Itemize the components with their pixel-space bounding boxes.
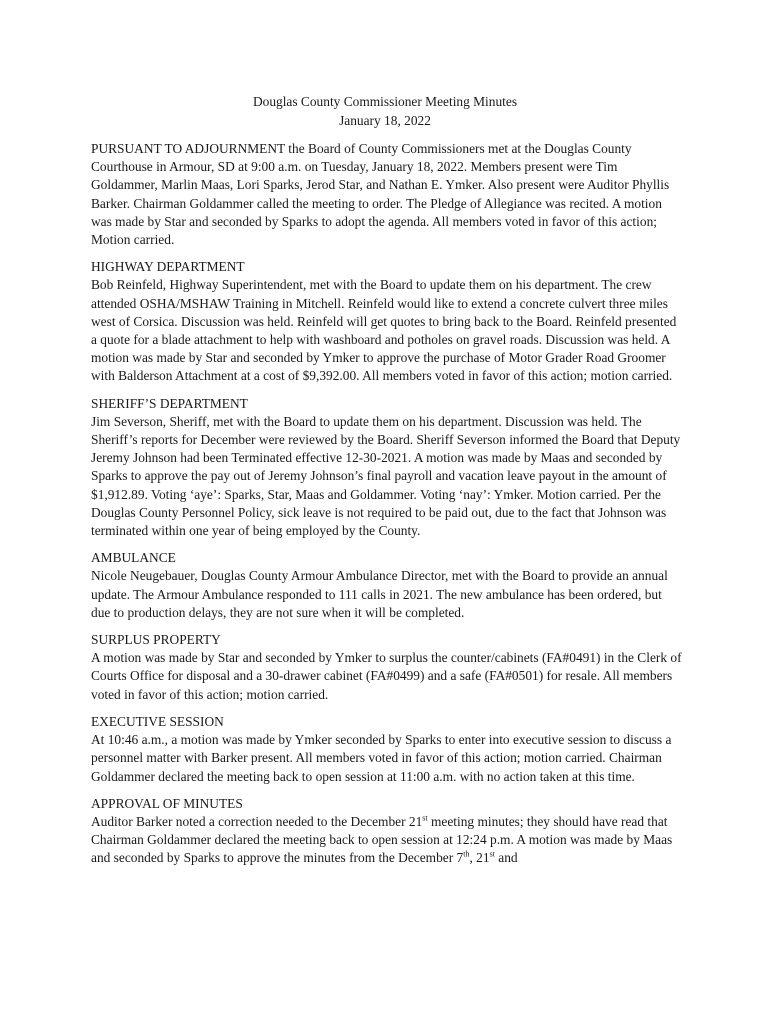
section-paragraph: Nicole Neugebauer, Douglas County Armour Ambulance Director, met with the Board to provide an annual update. The Armour Ambulance responded to 111 calls in 2021. The new ambulance has been ordered, but due to production delays, they are not sure when it will be completed.	[91, 568, 668, 620]
section-heading: HIGHWAY DEPARTMENT	[91, 259, 245, 275]
section-paragraph	[91, 813, 683, 868]
intro-paragraph: PURSUANT TO ADJOURNMENT the Board of County Commissioners met at the Douglas County Courthouse in Armour, SD at 9:00 a.m. on Tuesday, January 18, 2022. Members present were Tim Goldammer, Marlin Maas, Lori Sparks, Jerod Star, and Nathan E. Ymker. Also present were Auditor Phyllis Barker. Chairman Goldammer called the meeting to order. The Pledge of Allegiance was recited. A motion was made by Star and seconded by Sparks to adopt the agenda. All members voted in favor of this action; Motion carried.	[91, 141, 670, 248]
section-heading: SURPLUS PROPERTY	[91, 632, 221, 648]
section-surplus-property	[91, 631, 683, 704]
ordinal-suffix: st	[489, 849, 495, 859]
section-executive-session	[91, 713, 683, 786]
section-ambulance	[91, 549, 683, 622]
section-highway	[91, 258, 683, 385]
minutes-text-d: and	[494, 850, 518, 866]
section-paragraph: At 10:46 a.m., a motion was made by Ymker seconded by Sparks to enter into executive session to discuss a personnel matter with Barker present. All members voted in favor of this action; motion carried. Chairman Goldammer declared the meeting back to open session at 11:00 a.m. with no action taken at this time.	[91, 732, 672, 784]
section-heading: AMBULANCE	[91, 550, 176, 566]
section-heading: APPROVAL OF MINUTES	[91, 795, 243, 811]
document-title: Douglas County Commissioner Meeting Minutes	[252, 94, 518, 109]
minutes-text-c: , 21	[469, 850, 490, 866]
minutes-text-b: meeting minutes; they should have read that Chairman Goldammer declared the meeting back to open session at 12:24 p.m. A motion was made by Maas and seconded by Sparks to approve the minutes from the December 7	[91, 813, 673, 866]
section-heading: EXECUTIVE SESSION	[91, 713, 224, 729]
minutes-text-a: Auditor Barker noted a correction needed to the December 21	[91, 813, 423, 829]
document-body	[91, 140, 683, 877]
section-paragraph: Jim Severson, Sheriff, met with the Board to update them on his department. Discussion was held. The Sheriff’s reports for December were reviewed by the Board. Sheriff Severson informed the Board that Deputy Jeremy Johnson had been Terminated effective 12-30-2021. A motion was made by Maas and seconded by Sparks to approve the pay out of Jeremy Johnson’s final payroll and vacation leave payout in the amount of $1,912.89. Voting ‘aye’: Sparks, Star, Maas and Goldammer. Voting ‘nay’: Ymker. Motion carried. Per the Douglas County Personnel Policy, sick leave is not required to be paid out, due to the fact that Johnson was terminated within one year of being employed by the County.	[91, 413, 681, 539]
section-sheriff	[91, 395, 683, 541]
section-paragraph: A motion was made by Star and seconded by Ymker to surplus the counter/cabinets (FA#0491) in the Clerk of Courts Office for disposal and a 30-drawer cabinet (FA#0499) and a safe (FA#0501) for resale. All members voted in favor of this action; motion carried.	[91, 650, 682, 702]
ordinal-suffix: st	[422, 813, 428, 823]
section-approval-of-minutes	[91, 795, 683, 868]
section-heading: SHERIFF’S DEPARTMENT	[91, 395, 248, 411]
document-date: January 18, 2022	[339, 113, 431, 128]
intro-section	[91, 140, 683, 249]
section-paragraph: Bob Reinfeld, Highway Superintendent, met with the Board to update them on his department. The crew attended OSHA/MSHAW Training in Mitchell. Reinfeld would like to extend a concrete culvert three miles west of Corsica. Discussion was held. Reinfeld will get quotes to bring back to the Board. Reinfeld presented a quote for a blade attachment to help with washboard and potholes on gravel roads. Discussion was held. A motion was made by Star and seconded by Ymker to approve the purchase of Motor Grader Road Groomer with Balderson Attachment at a cost of $9,392.00. All members voted in favor of this action; motion carried.	[91, 277, 677, 384]
ordinal-suffix: th	[463, 849, 470, 859]
